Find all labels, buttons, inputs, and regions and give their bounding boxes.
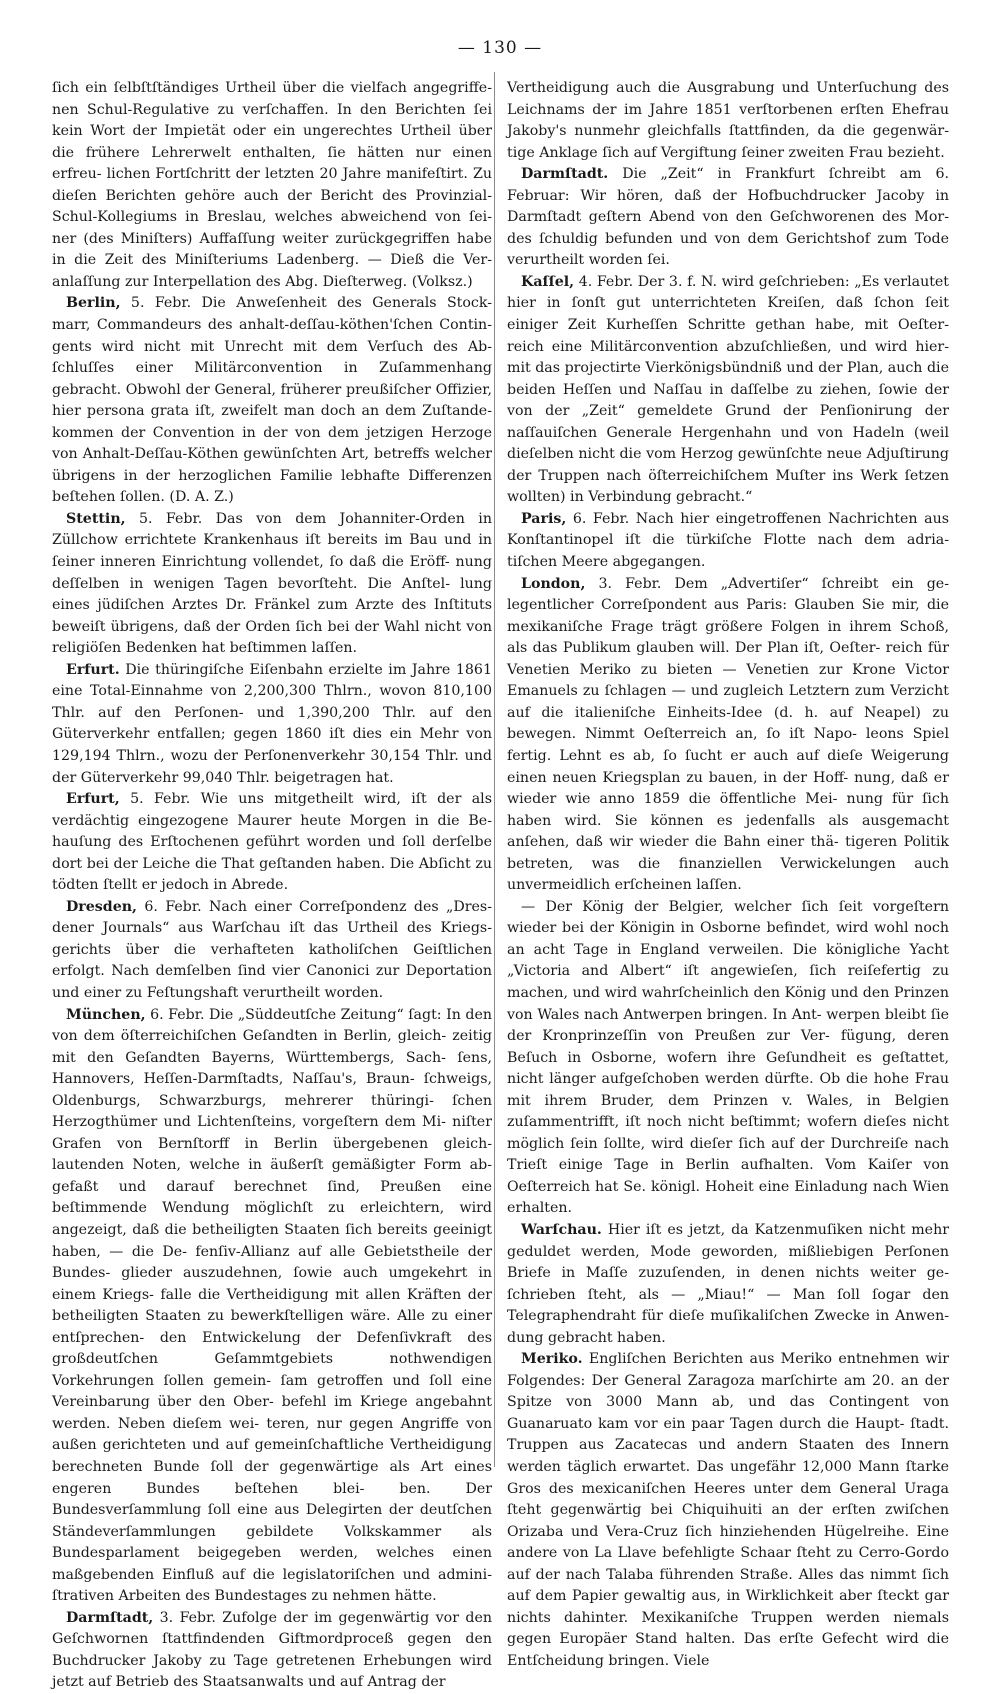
article-paragraph: [507, 1220, 949, 1349]
dateline: Kaſſel,: [521, 273, 575, 290]
dateline: Erfurt,: [66, 791, 120, 808]
article-text: 6. Febr. Nach einer Correſpondenz des „Dres- dener Journals“ aus Warſchau iſt das Urtheil des Kriegs- gerichts über die verhafteten katholiſchen Geiſtlichen erfolgt. Nach demſelben ſind vier Canonici zur Deportation und einer zu Feſtungshaft verurtheilt worden.: [52, 898, 492, 1001]
right-column: [507, 78, 949, 1672]
article-paragraph: [52, 789, 492, 897]
article-text: 3. Febr. Zufolge der im gegenwärtig vor den Geſchwornen ſtattfindenden Giftmordproceß gegen den Buchdrucker Jakoby zu Tage getretenen Erhebungen wird jetzt auf Betrieb des Staatsanwalts und auf Antrag der: [52, 1609, 492, 1691]
article-text: Hier iſt es jetzt, da Katzenmuſiken nicht mehr geduldet werden, Mode geworden, mißliebigen Perſonen Briefe in Maſſe zuzuſenden, in denen nichts weiter ge- ſchrieben ſteht, als — „Miau!“ — Man ſoll ſogar den Telegraphendraht für dieſe muſikaliſchen Zwecke in Anwen- dung gebracht haben.: [507, 1221, 949, 1346]
article-paragraph: [507, 574, 949, 897]
dateline: Erfurt.: [66, 661, 120, 678]
article-text: 5. Febr. Die Anweſenheit des Generals Stock- marr, Commandeurs des anhalt-deſſau-köthen'ſchen Contin- gents wird nicht mit Unrecht mit dem Verſuch des Ab- ſchluſſes einer Militärconvention in Zuſammenhang gebracht. Obwohl der General, früherer preußiſcher Offizier, hier persona grata iſt, zweifelt man doch an dem Zuſtande- kommen der Convention in der von dem jetzigen Herzoge von Anhalt-Deſſau-Köthen gewünſchten Art, betreffs welcher übrigens in der herzoglichen Familie lebhafte Differenzen beſtehen ſollen. (D. A. Z.): [52, 295, 492, 506]
column-divider: [494, 72, 495, 1467]
article-text: 5. Febr. Wie uns mitgetheilt wird, iſt der als verdächtig eingezogene Maurer heute Morgen in die Be- hauſung des Erſtochenen geführt worden und ſoll derſelbe dort bei der Leiche die That geſtanden haben. Die Abſicht zu tödten ſtellt er jedoch in Abrede.: [52, 791, 492, 894]
article-text: Die „Zeit“ in Frankfurt ſchreibt am 6. Februar: Wir hören, daß der Hofbuchdrucker Jacoby in Darmſtadt geſtern Abend von den Geſchworenen des Mor- des ſchuldig befunden und von dem Gerichtshof zum Tode verurtheilt worden ſei.: [507, 166, 949, 269]
left-column: [52, 78, 492, 1694]
article-paragraph: [507, 897, 949, 1220]
article-text: 6. Febr. Nach hier eingetroffenen Nachrichten aus Konſtantinopel iſt die türkiſche Flotte nach dem adria- tiſchen Meere abgegangen.: [507, 510, 949, 571]
dateline: Stettin,: [66, 510, 126, 527]
dateline: Darmſtadt,: [66, 1609, 154, 1626]
article-paragraph: [507, 509, 949, 574]
article-text: 4. Febr. Der 3. f. N. wird geſchrieben: „Es verlautet hier in ſonſt gut unterrichteten Kreiſen, daß ſchon ſeit einiger Zeit Kurheſſen Schritte gethan habe, mit Oeſter- reich eine Militärconvention abzuſchließen, und wird hier- mit das projectirte Vierkönigsbündniß und der Plan, auch die beiden Heſſen und Naſſau in daſſelbe zu ziehen, ſowie der von der „Zeit“ gemeldete Grund der Penſionirung der naſſauiſchen Generale Hergenhahn und von Hadeln (weil dieſelben nicht die vom Herzog gewünſchte neue Adjuſtirung der Truppen nach öſterreichiſchem Muſter ins Werk ſetzen wollten) in Verbindung gebracht.“: [507, 273, 950, 506]
article-text: Die thüringiſche Eiſenbahn erzielte im Jahre 1861 eine Total-Einnahme von 2,200,300 Thlrn., wovon 810,100 Thlr. auf den Perſonen- und 1,390,200 Thlr. auf den Güterverkehr entfallen; gegen 1860 iſt dies ein Mehr von 129,194 Thlrn., wozu der Perſonenverkehr 30,154 Thlr. und der Güterverkehr 99,040 Thlr. beigetragen hat.: [52, 661, 492, 786]
article-paragraph: [52, 509, 492, 660]
article-text: Vertheidigung auch die Ausgrabung und Unterſuchung des Leichnams der im Jahre 1851 verſtorbenen erſten Ehefrau Jakoby's nunmehr gleichfalls ſtattfinden, da die gegenwär- tige Anklage ſich auf Vergiftung ſeiner zweiten Frau bezieht.: [507, 80, 949, 161]
dateline: Paris,: [521, 510, 567, 527]
article-paragraph: [507, 78, 949, 164]
article-text: 5. Febr. Das von dem Johanniter-Orden in Züllchow errichtete Krankenhaus iſt bereits im Bau und in ſeiner inneren Einrichtung vollendet, ſo daß die Eröff- nung deſſelben in wenigen Tagen bevorſteht. Die Anſtel- lung eines jüdiſchen Arztes Dr. Fränkel zum Arzte des Inſtituts beweiſt übrigens, daß der Orden ſich bei der Wahl nicht von religiöſen Bedenken hat beſtimmen laſſen.: [52, 510, 492, 657]
article-text: ſich ein ſelbſtſtändiges Urtheil über die vielfach angegriffe- nen Schul-Regulative zu verſchaffen. In den Berichten ſei kein Wort der Impietät oder ein ungerechtes Urtheil über die frühere Lehrerwelt enthalten, ſie hätten nur einen erfreu- lichen Fortſchritt der letzten 20 Jahre manifeſtirt. Zu dieſen Berichten gehöre auch der Bericht des Provinzial- Schul-Kollegiums in Breslau, welches abweichend von ſei- ner (des Miniſters) Auffaſſung weiter zurückgegriffen habe in die Zeit des Miniſteriums Ladenberg. — Dieß die Ver- anlaſſung zur Interpellation des Abg. Dieſterweg. (Volksz.): [52, 80, 492, 290]
article-paragraph: [52, 1005, 492, 1608]
dateline: Dresden,: [66, 898, 137, 915]
dateline: London,: [521, 575, 586, 592]
article-text: — Der König der Belgier, welcher ſich ſeit vorgeſtern wieder bei der Königin in Osborne befindet, wird wohl noch an acht Tage in England verweilen. Die königliche Yacht „Victoria and Albert“ iſt angewieſen, ſich reiſefertig zu machen, und wird wahrſcheinlich den König und den Prinzen von Wales nach Antwerpen bringen. In Ant- werpen bleibt ſie der Kronprinzeſſin von Preußen zur Ver- fügung, deren Beſuch in Osborne, wofern ihre Geſundheit es geſtattet, nicht länger aufgeſchoben werden dürfte. Ob die hohe Frau mit ihrem Bruder, dem Prinzen v. Wales, in Belgien zuſammentrifft, iſt noch nicht beſtimmt; wofern dieſes nicht möglich ſein ſollte, wird dieſer ſich auf der Durchreiſe nach Trieſt einige Tage in Berlin aufhalten. Vom Kaiſer von Oeſterreich hat Se. königl. Hoheit eine Einladung nach Wien erhalten.: [507, 898, 949, 1217]
article-paragraph: [52, 1608, 492, 1694]
article-paragraph: [52, 897, 492, 1005]
article-paragraph: [52, 78, 492, 293]
article-paragraph: [52, 293, 492, 508]
article-text: Engliſchen Berichten aus Meriko entnehmen wir Folgendes: Der General Zaragoza marſchirte am 20. an der Spitze von 3000 Mann ab, und das Contingent von Guanaruato kam vor ein paar Tagen durch die Haupt- ſtadt. Truppen aus Zacatecas und andern Staaten des Innern werden täglich erwartet. Das ungefähr 12,000 Mann ſtarke Gros des mexicaniſchen Heeres unter dem General Uraga ſteht gegenwärtig bei Chiquihuiti an der erſten zwiſchen Orizaba und Vera-Cruz ſich hinziehenden Hügelreihe. Eine andere von La Llave befehligte Schaar ſteht zu Cerro-Gordo auf der nach Talaba führenden Straße. Alles das nimmt ſich auf dem Papier gewaltig aus, in Wirklichkeit aber ſteckt gar nichts dahinter. Mexikaniſche Truppen werden niemals gegen Europäer Stand halten. Das erſte Gefecht wird die Entſcheidung bringen. Viele: [507, 1351, 950, 1669]
dateline: Meriko.: [521, 1351, 583, 1368]
dateline: München,: [66, 1006, 146, 1023]
article-text: 6. Febr. Die „Süddeutſche Zeitung“ ſagt: In den von dem öſterreichiſchen Geſandten in Berlin, gleich- zeitig mit den Geſandten Bayerns, Württembergs, Sach- ſens, Hannovers, Heſſen-Darmſtadts, Naſſau's, Braun- ſchweigs, Oldenburgs, Schwarzburgs, mehrerer thüringi- ſchen Herzogthümer und Lichtenſteins, vorgeſtern dem Mi- niſter Grafen von Bernſtorff in Berlin übergebenen gleich- lautenden Noten, welche in äußerſt gemäßigter Form ab- gefaßt und darauf berechnet ſind, Preußen eine beſtimmende Wendung möglichſt zu erleichtern, wird angezeigt, daß die betheiligten Staaten ſich bereits geeinigt haben, — die De- fenſiv-Allianz auf alle Gebietstheile der Bundes- glieder auszudehnen, ſowie auch umgekehrt in einem Kriegs- falle die Vertheidigung mit allen Kräften der betheiligten Staaten zu bewerkſtelligen wäre. Alle zu einer entſprechen- den Entwickelung der Defenſivkraft des großdeutſchen Geſammtgebiets nothwendigen Vorkehrungen ſollen gemein- ſam getroffen und ſoll eine Vereinbarung über den Ober- befehl im Kriege angebahnt werden. Neben dieſem wei- teren, nur gegen Angriffe von außen gerichteten und auf gemeinſchaftliche Vertheidigung berechneten Bunde ſoll der gegenwärtige als Art eines engeren Bundes beſtehen blei- ben. Der Bundesverſammlung ſoll eine aus Delegirten der deutſchen Ständeverſammlungen gebildete Volkskammer als Bundesparlament beigegeben werden, welches einen maßgebenden Einfluß auf die legislatoriſchen und admini- ſtrativen Arbeiten des Bundestages zu nehmen hätte.: [52, 1006, 492, 1605]
article-paragraph: [507, 1349, 949, 1672]
page-number: — 130 —: [457, 38, 543, 58]
dateline: Berlin,: [66, 295, 121, 312]
dateline: Darmſtadt.: [521, 166, 609, 183]
article-paragraph: [507, 272, 949, 509]
article-paragraph: [507, 164, 949, 272]
article-text: 3. Febr. Dem „Advertiſer“ ſchreibt ein ge- legentlicher Correſpondent aus Paris: Glauben Sie mir, die mexikaniſche Frage trägt größere Folgen in ihrem Schoß, als das Publikum glauben will. Der Plan iſt, Oeſter- reich für Venetien Meriko zu bieten — Venetien zur Krone Victor Emanuels zu ſchlagen — und zugleich Letztern zum Verzicht auf die italieniſche Einheits-Idee (d. h. auf Neapel) zu bewegen. Nimmt Oeſterreich an, ſo iſt Napo- leons Spiel fertig. Lehnt es ab, ſo ſucht er auch auf dieſe Weigerung einen neuen Kriegsplan zu bauen, in der Hoff- nung, daß er wieder wie anno 1859 die öffentliche Mei- nung für ſich haben wird. Sie können es jedenfalls als ausgemacht anſehen, daß wir wieder die Bahn einer thä- tigeren Politik betreten, was die finanziellen Verwickelungen auch unvermeidlich erſcheinen laſſen.: [507, 575, 949, 894]
dateline: Warſchau.: [521, 1221, 602, 1238]
article-paragraph: [52, 660, 492, 789]
